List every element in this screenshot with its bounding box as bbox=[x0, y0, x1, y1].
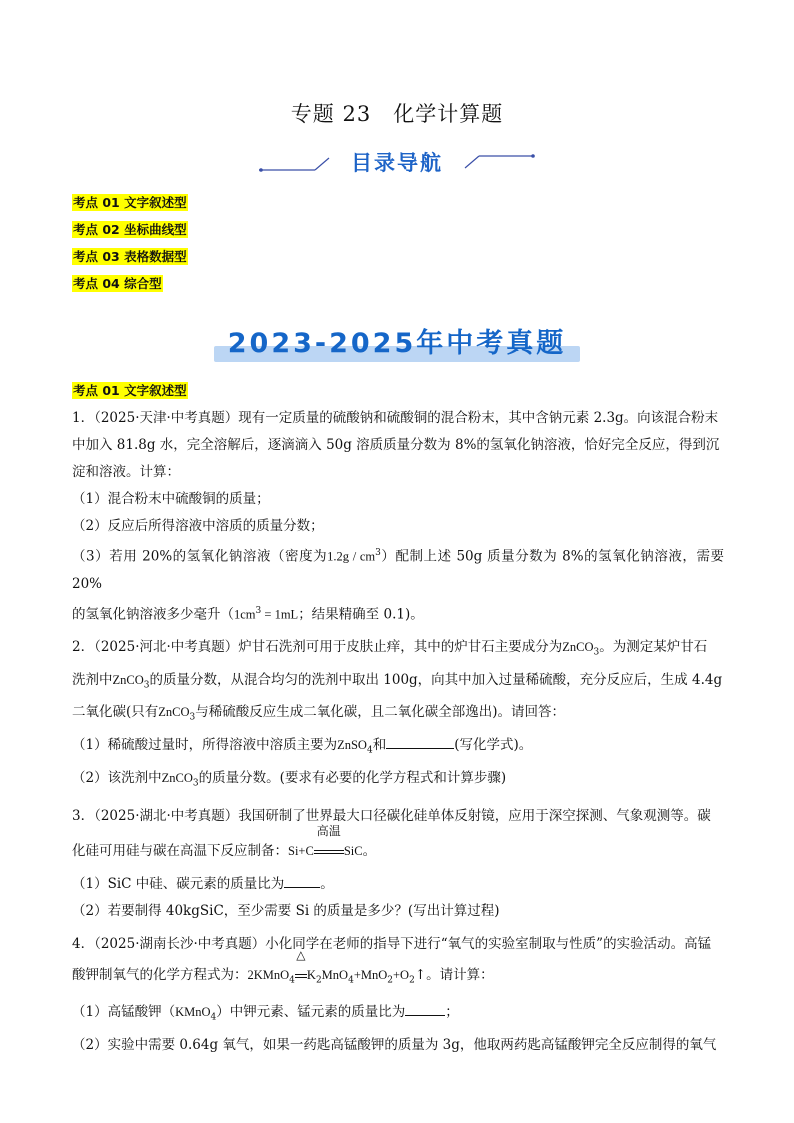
equation-products: K bbox=[306, 968, 316, 983]
q3-stem-line: 3．（2025·湖北·中考真题）我国研制了世界最大口径碳化硅单体反射镜，应用于深空探测、气象观测等。碳 bbox=[72, 808, 711, 825]
q1-subquestion: （3）若用 20%的氢氧化钠溶液（密度为$1.2g / cm^3$）配制上述 50g 质量分数为 8%的氢氧化钠溶液，需要 20% bbox=[72, 548, 724, 592]
q2-stem-line: 2．（2025·河北·中考真题）炉甘石洗剂可用于皮肤止痒，其中的炉甘石主要成分为ZnCO$_3$。为测定某炉甘石 bbox=[72, 639, 708, 658]
text: 酸钾制氧气的化学方程式为： bbox=[72, 967, 248, 984]
formula: KMnO bbox=[175, 1005, 211, 1020]
toc-item-label: 考点 04 综合型 bbox=[73, 276, 162, 291]
q4-subquestion: （1）高锰酸钾（KMnO$_4$）中钾元素、锰元素的质量比为 ； bbox=[72, 999, 724, 1032]
equation-arrow bbox=[314, 824, 344, 865]
text: 和 bbox=[372, 737, 387, 754]
equation-products: +O bbox=[393, 968, 410, 983]
text: （1）高锰酸钾（ bbox=[72, 1004, 176, 1021]
text: 洗剂中 bbox=[72, 671, 113, 688]
text: 。 bbox=[362, 843, 377, 860]
section-tag bbox=[72, 377, 724, 405]
formula: ZnCO bbox=[161, 770, 193, 785]
text: 的质量分数。(要求有必要的化学方程式和计算步骤) bbox=[198, 769, 507, 786]
section-banner bbox=[214, 322, 580, 366]
answer-blank[interactable] bbox=[386, 734, 454, 749]
text: ）中钾元素、锰元素的质量比为 bbox=[216, 1004, 406, 1021]
question-4 bbox=[72, 931, 724, 1058]
q2-stem-line: 二氧化碳(只有ZnCO$_3$与稀硫酸反应生成二氧化碳，且二氧化碳全部逸出)。请回答： bbox=[72, 704, 566, 724]
text: (写化学式)。 bbox=[454, 737, 533, 754]
questions-content bbox=[72, 377, 724, 1065]
q2-subquestion: （1）稀硫酸过量时，所得溶液中溶质主要为ZnSO$_4$和 (写化学式)。 bbox=[72, 732, 724, 765]
formula: ZnCO bbox=[562, 640, 594, 654]
toc-item[interactable] bbox=[72, 193, 188, 220]
question-3 bbox=[72, 803, 724, 925]
q4-stem-line: 酸钾制氧气的化学方程式为：2KMnO$_4$ △ $K_2MnO_4+MnO_2+O_2↑$。请计算： bbox=[72, 962, 724, 995]
unit-value: = 1mL bbox=[261, 607, 299, 621]
toc-item-label: 考点 02 坐标曲线型 bbox=[73, 222, 187, 237]
text: ； bbox=[445, 1004, 459, 1021]
equation-reactants: Si+C bbox=[288, 844, 314, 859]
question-1 bbox=[72, 405, 724, 628]
answer-blank[interactable] bbox=[284, 873, 320, 888]
equation-products: MnO bbox=[321, 968, 349, 983]
reaction-condition: △ bbox=[296, 948, 306, 963]
text: 的质量分数，从混合均匀的洗剂中取出 100g，向其中加入过量稀硫酸，充分反应后，生成 4.4g bbox=[149, 671, 723, 688]
text: 化硅可用硅与碳在高温下反应制备： bbox=[72, 843, 288, 860]
text: （1）稀硫酸过量时，所得溶液中溶质主要为 bbox=[72, 737, 338, 754]
equation-arrow bbox=[295, 948, 307, 989]
q1-stem-line: 1．（2025·天津·中考真题）现有一定质量的硫酸钠和硫酸铜的混合粉末，其中含钠元素 2.3g。向该混合粉末 bbox=[72, 410, 719, 426]
unit-value: 1cm bbox=[234, 607, 256, 621]
text: 二氧化碳(只有 bbox=[72, 704, 159, 721]
toc-nav-label: 目录导航 bbox=[351, 151, 443, 175]
toc-item[interactable] bbox=[72, 220, 188, 247]
q1-subquestion: （1）混合粉末中硫酸铜的质量； bbox=[72, 491, 270, 507]
text: （2）该洗剂中 bbox=[72, 769, 162, 786]
page-title: 专题 23 化学计算题 bbox=[290, 102, 504, 126]
text: 与稀硫酸反应生成二氧化碳，且二氧化碳全部逸出)。请回答： bbox=[195, 704, 566, 721]
text: 2．（2025·河北·中考真题）炉甘石洗剂可用于皮肤止痒，其中的炉甘石主要成分为 bbox=[72, 639, 563, 655]
formula: ZnCO bbox=[112, 672, 144, 687]
equation-reactants: 2KMnO bbox=[247, 968, 290, 983]
q3-subquestion: （2）若要制得 40kgSiC，至少需要 Si 的质量是多少？(写出计算过程) bbox=[72, 903, 500, 920]
reaction-condition: 高温 bbox=[316, 824, 341, 839]
text: 的氢氧化钠溶液多少毫升（ bbox=[72, 606, 234, 622]
toc-item-label: 考点 03 表格数据型 bbox=[73, 249, 187, 264]
q1-stem-line: 淀和溶液。计算： bbox=[72, 464, 180, 480]
text: 。为测定某炉甘石 bbox=[599, 639, 708, 655]
q1-stem-line: 中加入 81.8g 水，完全溶解后，逐滴滴入 50g 溶质质量分数为 8%的氢氧化钠溶液，恰好完全反应，得到沉 bbox=[72, 437, 720, 453]
q1-subquestion: （2）反应后所得溶液中溶质的质量分数； bbox=[72, 518, 324, 534]
section-tag-label: 考点 01 文字叙述型 bbox=[73, 383, 187, 398]
answer-blank[interactable] bbox=[405, 1001, 445, 1016]
q4-stem-line: 4．（2025·湖南长沙·中考真题）小化同学在老师的指导下进行“氧气的实验室制取与性质”的实验活动。高锰 bbox=[72, 936, 712, 953]
q3-stem-line bbox=[72, 824, 724, 865]
question-2 bbox=[72, 634, 724, 797]
text: （3）若用 20%的氢氧化钠溶液（密度为 bbox=[72, 548, 328, 565]
text: ；结果精确至 0.1)。 bbox=[298, 606, 424, 622]
toc-list bbox=[72, 193, 188, 301]
q3-subquestion bbox=[72, 871, 724, 898]
text: ）配制上述 50g 质量分数为 8%的氢氧化钠溶液，需要 20% bbox=[72, 548, 724, 592]
formula: ZnCO bbox=[158, 705, 190, 720]
toc-item-label: 考点 01 文字叙述型 bbox=[73, 195, 187, 210]
toc-item[interactable] bbox=[72, 274, 188, 301]
text: 。 bbox=[320, 876, 334, 893]
toc-nav-header bbox=[257, 148, 537, 178]
text: （1）SiC 中硅、碳元素的质量比为 bbox=[72, 876, 285, 893]
q1-subquestion: 的氢氧化钠溶液多少毫升（$1cm^3 = 1mL$；结果精确至 0.1)。 bbox=[72, 605, 424, 622]
density-value: 1.2g / cm bbox=[327, 549, 376, 564]
q2-subquestion: （2）该洗剂中ZnCO$_3$的质量分数。(要求有必要的化学方程式和计算步骤) bbox=[72, 769, 507, 789]
text: ↑。请计算： bbox=[414, 967, 494, 984]
formula: ZnSO bbox=[337, 738, 367, 753]
q4-subquestion: （2）实验中需要 0.64g 氧气，如果一药匙高锰酸钾的质量为 3g，他取两药匙高锰酸钾完全反应制得的氧气 bbox=[72, 1036, 717, 1053]
equation-products: +MnO bbox=[353, 968, 388, 983]
equation-products: SiC bbox=[343, 844, 363, 859]
banner-title: 2023-2025年中考真题 bbox=[227, 328, 567, 359]
q2-stem-line: 洗剂中ZnCO$_3$的质量分数，从混合均匀的洗剂中取出 100g，向其中加入过量稀硫酸，充分反应后，生成 4.4g bbox=[72, 671, 723, 691]
toc-item[interactable] bbox=[72, 247, 188, 274]
